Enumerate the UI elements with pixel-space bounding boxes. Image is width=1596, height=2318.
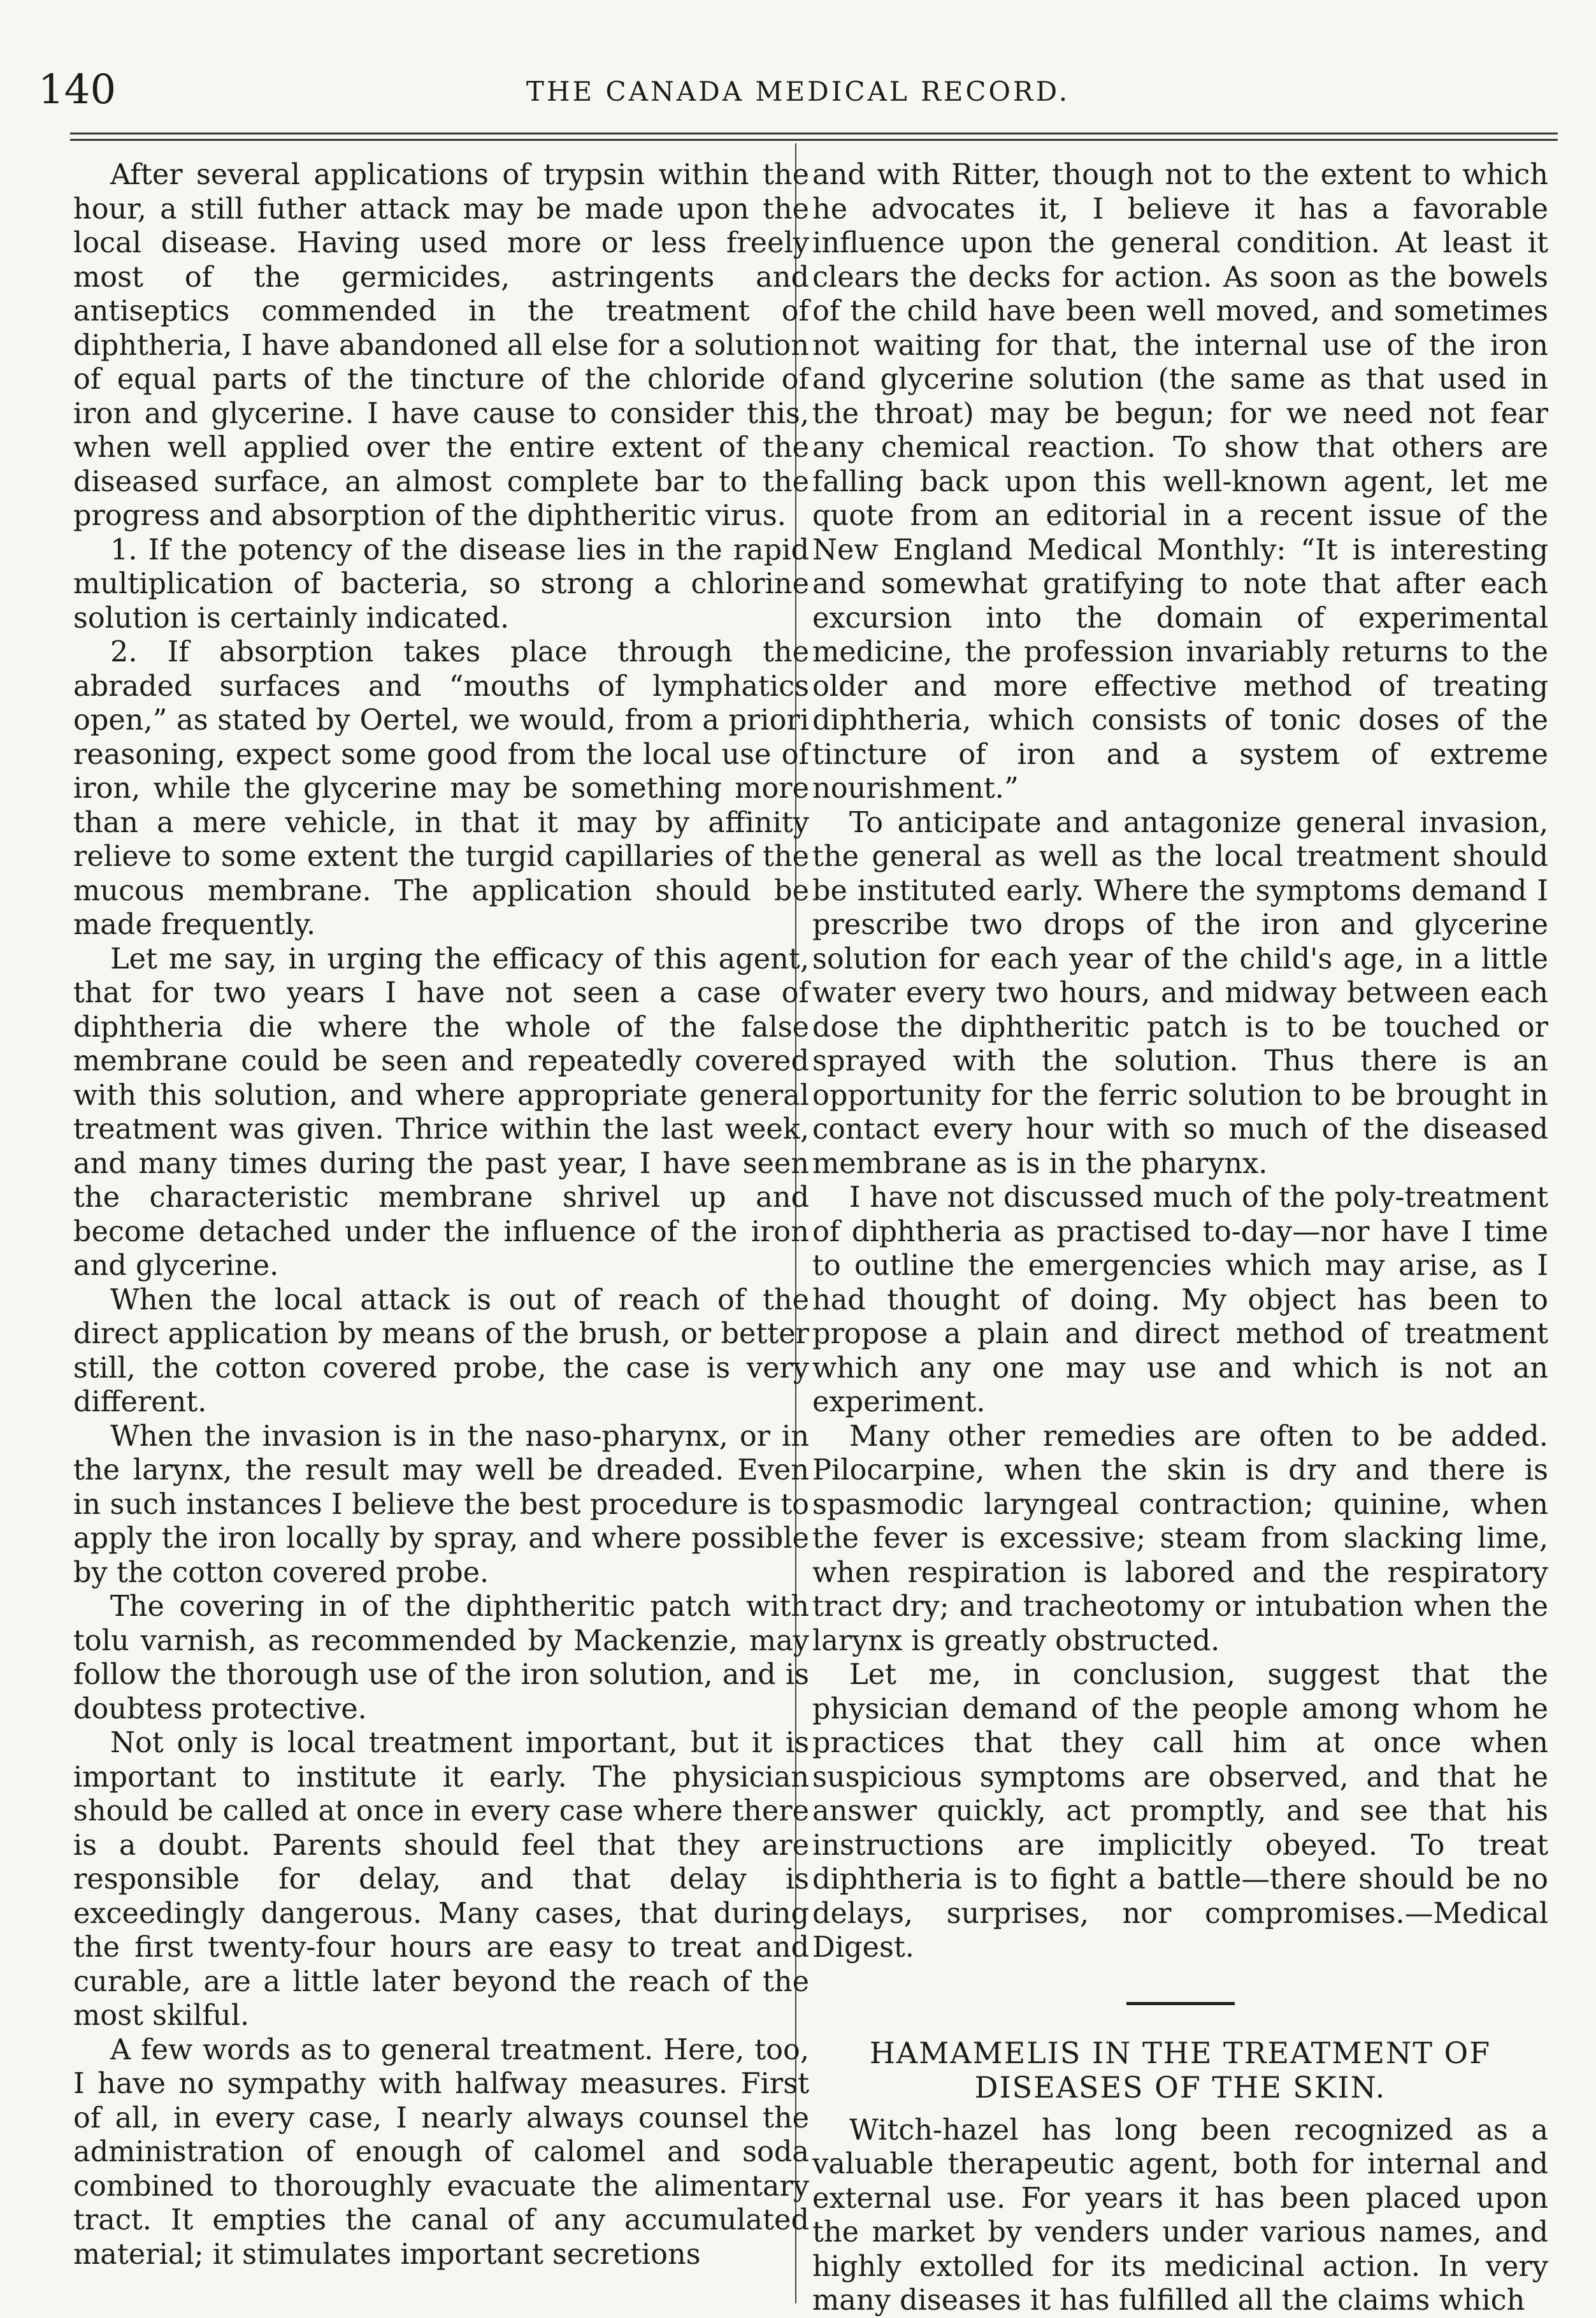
section-heading: HAMAMELIS IN THE TREATMENT OF DISEASES OF THE SKIN. [869,2035,1492,2105]
header-rule-bottom [70,139,1558,141]
section-break-rule [1126,2002,1235,2005]
left-column [73,158,809,2271]
paragraph: 1. If the potency of the disease lies in the rapid multiplication of bacteria, so strong a chlorine solution is certainly indicated. [73,533,809,635]
paragraph: and with Ritter, though not to the extent to which he advocates it, I believe it has a favorable influence upon the general condition. At least it clears the decks for action. As soon as the bowels of the child have been well moved, and sometimes not waiting for that, the internal use of the iron and glycerine solution (the same as that used in the throat) may be begun; for we need not fear any chemical reaction. To show that others are falling back upon this well-known agent, let me quote from an editorial in a recent issue of the New England Medical Monthly: “It is interesting and somewhat gratifying to note that after each excursion into the domain of experimental medicine, the profession invariably returns to the older and more effective method of treating diphtheria, which consists of tonic doses of the tincture of iron and a system of extreme nourishment.” [812,158,1548,805]
paragraph: The covering in of the diphtheritic patch with tolu varnish, as recommended by Mackenzie, may follow the thorough use of the iron solution, and is doubtess protective. [73,1590,809,1725]
paragraph: Let me, in conclusion, suggest that the physician demand of the people among whom he practices that they call him at once when suspicious symptoms are observed, and that he answer quickly, act promptly, and see that his instructions are implicitly obeyed. To treat diphtheria is to fight a battle—there should be no delays, surprises, nor compromises.—Medical Digest. [812,1658,1548,1964]
paragraph: After several applications of trypsin within the hour, a still futher attack may be made upon the local disease. Having used more or less freely most of the germicides, astringents and antiseptics commended in the treatment of diphtheria, I have abandoned all else for a solution of equal parts of the tincture of the chloride of iron and glycerine. I have cause to consider this, when well applied over the entire extent of the diseased surface, an almost complete bar to the progress and absorption of the diphtheritic virus. [73,158,809,532]
paragraph: Many other remedies are often to be added. Pilocarpine, when the skin is dry and there is spasmodic laryngeal contraction; quinine, when the fever is excessive; steam from slacking lime, when respiration is labored and the respiratory tract dry; and tracheotomy or intubation when the larynx is greatly obstructed. [812,1419,1548,1657]
header-rule-top [70,133,1558,134]
page-number: 140 [38,66,117,113]
right-column [812,158,1548,2318]
paragraph: 2. If absorption takes place through the abraded surfaces and “mouths of lymphatics open,” as stated by Oertel, we would, from a priori reasoning, expect some good from the local use of iron, while the glycerine may be something more than a mere vehicle, in that it may by affinity relieve to some extent the turgid capillaries of the mucous membrane. The application should be made frequently. [73,635,809,941]
running-title: THE CANADA MEDICAL RECORD. [526,76,1070,107]
paragraph: Not only is local treatment important, but it is important to institute it early. The physician should be called at once in every case where there is a doubt. Parents should feel that they are responsible for delay, and that delay is exceedingly dangerous. Many cases, that during the first twenty-four hours are easy to treat and curable, are a little later beyond the reach of the most skilful. [73,1726,809,2032]
paragraph: When the local attack is out of reach of the direct application by means of the brush, or better still, the cotton covered probe, the case is very different. [73,1283,809,1418]
paragraph: A few words as to general treatment. Here, too, I have no sympathy with halfway measures. First of all, in every case, I nearly always counsel the administration of enough of calomel and soda combined to thoroughly evacuate the alimentary tract. It empties the canal of any accumulated material; it stimulates important secretions [73,2033,809,2271]
paragraph: When the invasion is in the naso-pharynx, or in the larynx, the result may well be dreaded. Even in such instances I believe the best procedure is to apply the iron locally by spray, and where possible by the cotton covered probe. [73,1419,809,1589]
paragraph: Witch-hazel has long been recognized as a valuable therapeutic agent, both for internal and external use. For years it has been placed upon the market by venders under various names, and highly extolled for its medicinal action. In very many diseases it has fulfilled all the claims which [812,2113,1548,2317]
paragraph: To anticipate and antagonize general invasion, the general as well as the local treatment should be instituted early. Where the symptoms demand I prescribe two drops of the iron and glycerine solution for each year of the child's age, in a little water every two hours, and midway between each dose the diphtheritic patch is to be touched or sprayed with the solution. Thus there is an opportunity for the ferric solution to be brought in contact every hour with so much of the diseased membrane as is in the pharynx. [812,805,1548,1180]
paragraph: Let me say, in urging the efficacy of this agent, that for two years I have not seen a case of diphtheria die where the whole of the false membrane could be seen and repeatedly covered with this solution, and where appropriate general treatment was given. Thrice within the last week, and many times during the past year, I have seen the characteristic membrane shrivel up and become detached under the influence of the iron and glycerine. [73,942,809,1282]
page-header [38,61,1558,119]
paragraph: I have not discussed much of the poly-treatment of diphtheria as practised to-day—nor have I time to outline the emergencies which may arise, as I had thought of doing. My object has been to propose a plain and direct method of treatment which any one may use and which is not an experiment. [812,1181,1548,1418]
